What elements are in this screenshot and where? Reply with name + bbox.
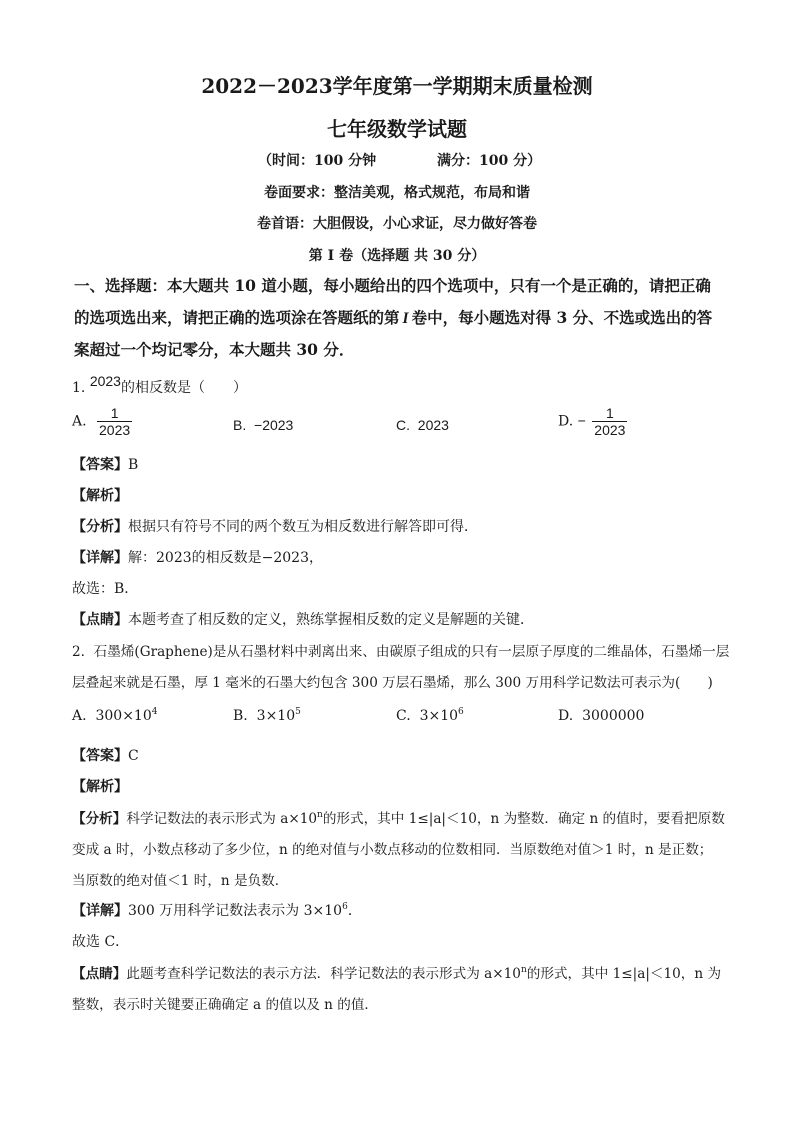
q1-analysis-tag: 【解析】 — [72, 488, 128, 504]
q2-stem-line-2: 层叠起来就是石墨，厚 1 毫米的石墨大约包含 300 万层石墨烯，那么 300 万用科学记数法可表示为( ) — [72, 675, 713, 691]
q2-fenxi-line-2: 变成 a 时，小数点移动了多少位，n 的绝对值与小数点移动的位数相同．当原数绝对值＞1 时，n 是正数； — [72, 842, 713, 858]
q1-option-c: C. 2023 — [396, 417, 449, 433]
page-requirement: 卷面要求：整洁美观，格式规范，布局和谐 — [264, 185, 530, 201]
q1-value: 2023 — [89, 373, 121, 389]
q2-option-b: B. $3\times 10^5$ — [233, 707, 301, 724]
exam-subtitle: 七年级数学试题 — [327, 117, 467, 141]
q1-xiangjie: 【详解】解：2023的相反数是−2023， — [72, 550, 323, 566]
q1-stem: 1. 2023的相反数是（ ） — [72, 373, 247, 396]
q1-answer: 【答案】B — [72, 457, 139, 473]
time-label: （时间：100 分钟 — [258, 153, 377, 169]
exam-title: 2022－2023学年度第一学期期末质量检测 — [201, 74, 593, 98]
q2-analysis-tag: 【解析】 — [72, 779, 128, 795]
q2-fenxi-line-1: 【分析】科学记数法的表示形式为 $a\times 10^n$的形式，其中 1≤|a|＜10，n 为整数．确定 n 的值时，要看把原数 — [72, 810, 725, 827]
score-label: 满分：100 分） — [437, 153, 542, 169]
q1-fenxi: 【分析】根据只有符号不同的两个数互为相反数进行解答即可得． — [72, 519, 478, 535]
q1-choose: 故选：B． — [72, 581, 139, 597]
q2-dianjing-line-2: 整数，表示时关键要正确确定 a 的值以及 n 的值． — [72, 997, 379, 1013]
q1-option-a: A. $\frac{1}{2023}$ — [72, 405, 131, 438]
q1-dianjing: 【点睛】本题考查了相反数的定义，熟练掌握相反数的定义是解题的关键． — [72, 612, 534, 628]
part-title: 第 I 卷（选择题 共 30 分） — [308, 248, 486, 264]
q2-option-c: C. $3\times 10^6$ — [396, 707, 464, 724]
section-instruction-line-1: 一、选择题：本大题共 10 道小题，每小题给出的四个选项中，只有一个是正确的，请把正确 — [74, 276, 711, 295]
q2-option-a: A. $300\times 10^4$ — [72, 707, 158, 724]
q2-option-d: D. 3000000 — [558, 708, 645, 724]
q2-dianjing-line-1: 【点睛】此题考查科学记数法的表示方法．科学记数法的表示形式为 $a\times 10^n$的形式，其中 1≤|a|＜10，n 为 — [72, 965, 722, 982]
q2-xiangjie: 【详解】300 万用科学记数法表示为 $3\times 10^6$． — [72, 902, 362, 919]
q1-number: 1. — [72, 380, 86, 396]
motto: 卷首语：大胆假设，小心求证，尽力做好答卷 — [257, 216, 537, 232]
q2-stem-line-1: 2. 石墨烯(Graphene)是从石墨材料中剥离出来、由碳原子组成的只有一层原子厚度的二维晶体，石墨烯一层 — [72, 644, 730, 660]
section-instruction-line-3: 案超过一个均记零分，本大题共 30 分． — [74, 340, 355, 359]
q2-number: 2. — [72, 644, 85, 660]
q2-fenxi-line-3: 当原数的绝对值＜1 时，n 是负数． — [72, 873, 289, 889]
q1-option-b: B. −2023 — [233, 417, 294, 433]
q2-answer: 【答案】C — [72, 748, 139, 764]
q2-choose: 故选 C． — [72, 934, 130, 950]
section-instruction-line-2: 的选项选出来，请把正确的选项涂在答题纸的第 I 卷中，每小题选对得 3 分、不选或选出的答 — [74, 308, 713, 327]
q1-option-d: D. − $\frac{1}{2023}$ — [558, 405, 626, 438]
